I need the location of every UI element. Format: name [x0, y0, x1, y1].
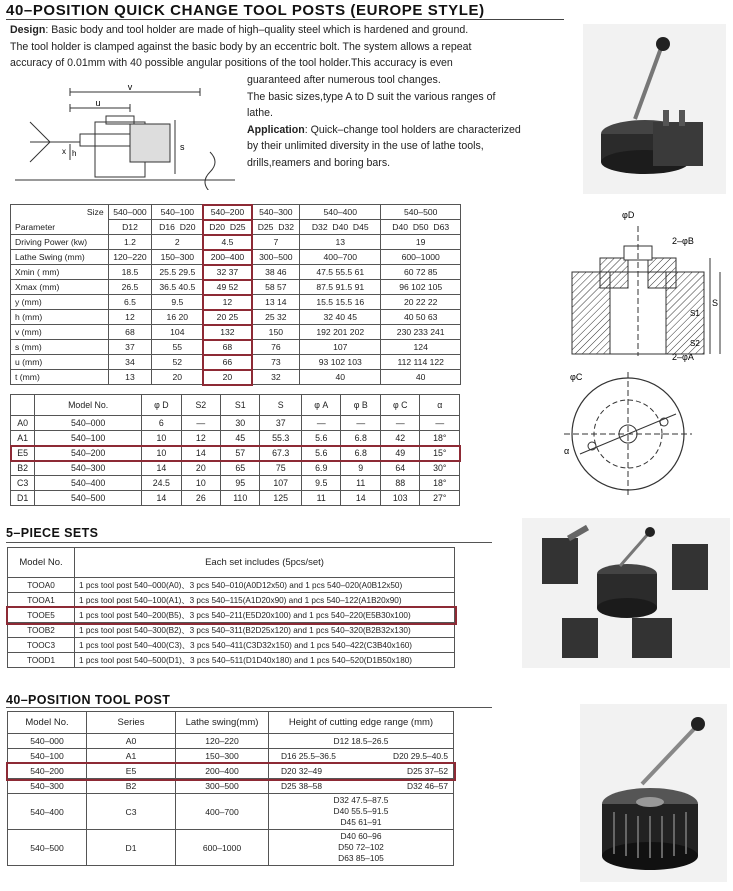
sets-rule	[6, 542, 492, 543]
model-row	[11, 431, 460, 446]
label-phiA: 2–φA	[672, 352, 694, 362]
sets-includes: 1 pcs tool post 540–200(B5)、3 pcs 540–211(E5D20x100) and 1 pcs 540–220(E5B30x100)	[75, 608, 455, 623]
model-cell: 9.5	[302, 476, 341, 491]
model-cell: —	[302, 416, 341, 431]
model-cell: 125	[260, 491, 302, 506]
spec-cell: 13	[300, 235, 381, 250]
sets-model: TOOE5	[8, 608, 75, 623]
spec-cell: 32 37	[203, 265, 252, 280]
spec-cell: 20	[152, 370, 203, 385]
sets-row	[8, 653, 455, 668]
post-row	[8, 830, 454, 866]
spec-cell: 52	[152, 355, 203, 370]
model-cell: 18°	[420, 431, 460, 446]
size-540-200: 540–200	[203, 205, 252, 220]
post-rule	[6, 707, 492, 708]
model-cell: —	[420, 416, 460, 431]
model-row	[11, 476, 460, 491]
spec-cell: 132	[203, 325, 252, 340]
spec-cell: 4.5	[203, 235, 252, 250]
post-table	[7, 711, 454, 866]
sets-title: 5–PIECE SETS	[6, 526, 99, 540]
sets-model: TOOB2	[8, 623, 75, 638]
model-cell: 45	[220, 431, 259, 446]
model-cell: 75	[260, 461, 302, 476]
top-view-diagram	[560, 368, 730, 498]
spec-body	[11, 235, 461, 385]
label-h: h	[72, 149, 77, 158]
model-cell: 6	[142, 416, 182, 431]
post-row	[8, 734, 454, 749]
spec-cell: 37	[108, 340, 152, 355]
post-swing: 400–700	[176, 794, 269, 830]
sets-includes: 1 pcs tool post 540–500(D1)、3 pcs 540–511(D1D40x180) and 1 pcs 540–520(D1B50x180)	[75, 653, 455, 668]
spec-cell: 112 114 122	[381, 355, 461, 370]
spec-cell: 16 20	[152, 310, 203, 325]
spec-table	[10, 204, 461, 385]
post-swing: 200–400	[176, 764, 269, 779]
spec-cell: 20 22 22	[381, 295, 461, 310]
spec-cell: 96 102 105	[381, 280, 461, 295]
section-diagram	[560, 206, 730, 366]
spec-cell: 93 102 103	[300, 355, 381, 370]
spec-row	[11, 340, 461, 355]
spec-cell: 40	[300, 370, 381, 385]
spec-cell: 58 57	[252, 280, 300, 295]
spec-cell: 13	[108, 370, 152, 385]
model-cell: 10	[142, 431, 182, 446]
model-cell: 10	[181, 476, 220, 491]
model-cell: 95	[220, 476, 259, 491]
spec-cell: 124	[381, 340, 461, 355]
post-height-range: D12 18.5–26.5	[269, 734, 454, 749]
spec-row	[11, 295, 461, 310]
spec-cell: 120–220	[108, 250, 152, 265]
post-header-row: Model No. Series Lathe swing(mm) Height of cutting edge range (mm)	[8, 712, 454, 734]
post-series: C3	[87, 794, 176, 830]
post-series: E5	[87, 764, 176, 779]
model-cell: 540–500	[35, 491, 142, 506]
spec-cell: 19	[381, 235, 461, 250]
spec-cell: 40 50 63	[381, 310, 461, 325]
model-header-cell: α	[420, 395, 460, 416]
model-cell: A0	[11, 416, 35, 431]
spec-param-name: Xmax (mm)	[11, 280, 109, 295]
model-header-cell: φ D	[142, 395, 182, 416]
label-S1: S1	[690, 309, 700, 318]
title-rule	[6, 19, 564, 20]
post-row	[8, 794, 454, 830]
model-header-cell: φ B	[341, 395, 380, 416]
sets-row	[8, 593, 455, 608]
label-S2: S2	[690, 339, 700, 348]
post-title: 40–POSITION TOOL POST	[6, 693, 171, 707]
post-height-range: D25 38–58 D32 46–57	[269, 779, 454, 794]
model-table	[10, 394, 460, 506]
post-row	[8, 749, 454, 764]
post-height-range: D16 25.5–36.5 D20 29.5–40.5	[269, 749, 454, 764]
spec-cell: 55	[152, 340, 203, 355]
spec-cell: 49 52	[203, 280, 252, 295]
post-swing: 300–500	[176, 779, 269, 794]
post-model: 540–400	[8, 794, 87, 830]
model-cell: 49	[380, 446, 420, 461]
model-cell: 37	[260, 416, 302, 431]
spec-cell: 150	[252, 325, 300, 340]
spec-cell: 34	[108, 355, 152, 370]
sets-row	[8, 638, 455, 653]
model-cell: 11	[341, 476, 380, 491]
spec-row	[11, 310, 461, 325]
post-height-range: D40 60–96 D50 72–102 D63 85–105	[269, 830, 454, 866]
sets-photo	[522, 518, 730, 668]
spec-cell: 300–500	[252, 250, 300, 265]
model-cell: 540–400	[35, 476, 142, 491]
post-series: D1	[87, 830, 176, 866]
post-swing: 120–220	[176, 734, 269, 749]
spec-param-name: Driving Power (kw)	[11, 235, 109, 250]
label-x: x	[62, 147, 66, 156]
model-header-cell: Model No.	[35, 395, 142, 416]
spec-cell: 1.2	[108, 235, 152, 250]
spec-row	[11, 235, 461, 250]
model-cell: 30°	[420, 461, 460, 476]
model-header-cell: φ C	[380, 395, 420, 416]
spec-row	[11, 265, 461, 280]
spec-cell: 230 233 241	[381, 325, 461, 340]
tool-post-photo-art	[583, 24, 726, 194]
spec-param-name: y (mm)	[11, 295, 109, 310]
model-cell: 12	[181, 431, 220, 446]
spec-cell: 104	[152, 325, 203, 340]
model-cell: 20	[181, 461, 220, 476]
spec-cell: 13 14	[252, 295, 300, 310]
model-cell: 540–000	[35, 416, 142, 431]
model-header-cell: S2	[181, 395, 220, 416]
model-cell: 57	[220, 446, 259, 461]
post-series: A1	[87, 749, 176, 764]
model-row	[11, 461, 460, 476]
model-row	[11, 446, 460, 461]
spec-param-name: t (mm)	[11, 370, 109, 385]
model-row	[11, 416, 460, 431]
model-cell: 5.6	[302, 431, 341, 446]
spec-cell: 600–1000	[381, 250, 461, 265]
model-cell: 14	[142, 461, 182, 476]
spec-cell: 7	[252, 235, 300, 250]
post-model: 540–300	[8, 779, 87, 794]
model-header-row	[11, 395, 460, 416]
spec-cell: 26.5	[108, 280, 152, 295]
model-cell: 10	[142, 446, 182, 461]
model-cell: —	[341, 416, 380, 431]
sets-photo-art	[522, 518, 730, 668]
spec-row	[11, 250, 461, 265]
sets-includes: 1 pcs tool post 540–400(C3)、3 pcs 540–411(C3D32x150) and 1 pcs 540–422(C3B40x160)	[75, 638, 455, 653]
label-v: v	[127, 82, 133, 92]
model-cell: 65	[220, 461, 259, 476]
spec-param-name: u (mm)	[11, 355, 109, 370]
side-view-diagram	[10, 82, 242, 190]
spec-param-name: s (mm)	[11, 340, 109, 355]
model-cell: D1	[11, 491, 35, 506]
model-cell: 9	[341, 461, 380, 476]
page-title: 40–POSITION QUICK CHANGE TOOL POSTS (EUROPE STYLE)	[6, 2, 485, 19]
sets-includes: 1 pcs tool post 540–300(B2)、3 pcs 540–311(B2D25x120) and 1 pcs 540–320(B2B32x130)	[75, 623, 455, 638]
model-cell: 540–100	[35, 431, 142, 446]
model-cell: C3	[11, 476, 35, 491]
sets-table	[7, 547, 455, 668]
label-phiD: φD	[622, 210, 635, 220]
spec-cell: 25 32	[252, 310, 300, 325]
spec-row	[11, 370, 461, 385]
post-height-range: D20 32–49 D25 37–52	[269, 764, 454, 779]
post-body	[8, 734, 454, 866]
model-cell: 110	[220, 491, 259, 506]
model-cell: 67.3	[260, 446, 302, 461]
post-row	[8, 764, 454, 779]
model-cell: 64	[380, 461, 420, 476]
tool-post-photo-2-art	[580, 704, 727, 882]
model-cell: B2	[11, 461, 35, 476]
design-text-right: guaranteed after numerous tool changes. The basic sizes,type A to D suit the various ranges of lathe. Application: Quick–change tool holders are characterized by their unlimited diversity in the use of lathe tools, drills,reamers and boring bars.	[247, 74, 521, 169]
spec-sub-row: Parameter D12 D16 D20 D20 D25 D25 D32 D32 D40 D45 D40 D50 D63	[11, 220, 461, 235]
spec-cell: 73	[252, 355, 300, 370]
model-cell: 14	[341, 491, 380, 506]
sets-model: TOOA1	[8, 593, 75, 608]
spec-cell: 12	[203, 295, 252, 310]
model-cell: 30	[220, 416, 259, 431]
post-model: 540–000	[8, 734, 87, 749]
spec-cell: 68	[108, 325, 152, 340]
label-alpha: α	[564, 446, 570, 456]
spec-param-name: Lathe Swing (mm)	[11, 250, 109, 265]
post-model: 540–200	[8, 764, 87, 779]
model-cell: 103	[380, 491, 420, 506]
spec-cell: 47.5 55.5 61	[300, 265, 381, 280]
design-text: Design: Basic body and tool holder are made of high–quality steel which is hardened and ground. The tool holder is clamped against the basic body by an eccentric bolt. The system allows a repeat accuracy of 0.01mm with 40 possible angular positions of the tool holder.This accuracy is even	[10, 24, 472, 69]
spec-cell: 20	[203, 370, 252, 385]
spec-param-name: v (mm)	[11, 325, 109, 340]
post-row	[8, 779, 454, 794]
spec-cell: 200–400	[203, 250, 252, 265]
model-cell: E5	[11, 446, 35, 461]
spec-cell: 192 201 202	[300, 325, 381, 340]
label-phiB: 2–φB	[672, 236, 694, 246]
spec-cell: 9.5	[152, 295, 203, 310]
model-header-cell: S	[260, 395, 302, 416]
sets-row	[8, 578, 455, 593]
tool-post-photo	[583, 24, 726, 194]
spec-cell: 2	[152, 235, 203, 250]
post-swing: 150–300	[176, 749, 269, 764]
spec-cell: 76	[252, 340, 300, 355]
model-cell: 540–200	[35, 446, 142, 461]
model-cell: 18°	[420, 476, 460, 491]
sets-model: TOOA0	[8, 578, 75, 593]
spec-cell: 40	[381, 370, 461, 385]
post-series: A0	[87, 734, 176, 749]
spec-cell: 20 25	[203, 310, 252, 325]
spec-cell: 60 72 85	[381, 265, 461, 280]
model-cell: 27°	[420, 491, 460, 506]
application-label: Application	[247, 123, 305, 136]
spec-cell: 32 40 45	[300, 310, 381, 325]
design-label: Design	[10, 24, 46, 36]
sets-model: TOOD1	[8, 653, 75, 668]
model-cell: 6.9	[302, 461, 341, 476]
model-cell: —	[380, 416, 420, 431]
model-cell: 6.8	[341, 431, 380, 446]
spec-cell: 18.5	[108, 265, 152, 280]
spec-cell: 38 46	[252, 265, 300, 280]
post-series: B2	[87, 779, 176, 794]
spec-row	[11, 355, 461, 370]
spec-size-row: Size 540–000 540–100 540–200 540–300 540–400 540–500	[11, 205, 461, 220]
sets-row	[8, 608, 455, 623]
model-cell: 26	[181, 491, 220, 506]
label-u: u	[95, 98, 101, 108]
spec-cell: 66	[203, 355, 252, 370]
sets-header-row: Model No. Each set includes (5pcs/set)	[8, 548, 455, 578]
label-s: s	[180, 142, 185, 152]
model-cell: 6.8	[341, 446, 380, 461]
spec-cell: 15.5 15.5 16	[300, 295, 381, 310]
post-height-range: D32 47.5–87.5 D40 55.5–91.5 D45 61–91	[269, 794, 454, 830]
spec-cell: 36.5 40.5	[152, 280, 203, 295]
spec-param-name: Xmin ( mm)	[11, 265, 109, 280]
post-model: 540–100	[8, 749, 87, 764]
post-model: 540–500	[8, 830, 87, 866]
model-cell: 42	[380, 431, 420, 446]
model-header-cell: S1	[220, 395, 259, 416]
spec-cell: 68	[203, 340, 252, 355]
spec-cell: 6.5	[108, 295, 152, 310]
model-cell: 540–300	[35, 461, 142, 476]
label-S: S	[712, 298, 719, 308]
size-header: Size	[11, 205, 109, 220]
model-cell: 55.3	[260, 431, 302, 446]
model-cell: 88	[380, 476, 420, 491]
model-cell: A1	[11, 431, 35, 446]
spec-cell: 107	[300, 340, 381, 355]
label-phiC: φC	[570, 372, 583, 382]
spec-param-name: h (mm)	[11, 310, 109, 325]
model-cell: 14	[142, 491, 182, 506]
spec-row	[11, 325, 461, 340]
tool-post-photo-2	[580, 704, 727, 882]
sets-includes: 1 pcs tool post 540–100(A1)、3 pcs 540–115(A1D20x90) and 1 pcs 540–122(A1B20x90)	[75, 593, 455, 608]
model-cell: 14	[181, 446, 220, 461]
model-cell: —	[181, 416, 220, 431]
model-row	[11, 491, 460, 506]
spec-cell: 87.5 91.5 91	[300, 280, 381, 295]
model-cell: 11	[302, 491, 341, 506]
model-header-cell: φ A	[302, 395, 341, 416]
post-swing: 600–1000	[176, 830, 269, 866]
model-cell: 24.5	[142, 476, 182, 491]
model-cell: 5.6	[302, 446, 341, 461]
spec-cell: 32	[252, 370, 300, 385]
spec-cell: 150–300	[152, 250, 203, 265]
spec-cell: 12	[108, 310, 152, 325]
sets-row	[8, 623, 455, 638]
spec-cell: 400–700	[300, 250, 381, 265]
model-header-cell	[11, 395, 35, 416]
sets-body	[8, 578, 455, 668]
model-body	[11, 416, 460, 506]
model-cell: 107	[260, 476, 302, 491]
spec-row	[11, 280, 461, 295]
sets-model: TOOC3	[8, 638, 75, 653]
model-cell: 15°	[420, 446, 460, 461]
sets-includes: 1 pcs tool post 540–000(A0)、3 pcs 540–010(A0D12x50) and 1 pcs 540–020(A0B12x50)	[75, 578, 455, 593]
parameter-header: Parameter	[11, 220, 109, 235]
spec-cell: 25.5 29.5	[152, 265, 203, 280]
